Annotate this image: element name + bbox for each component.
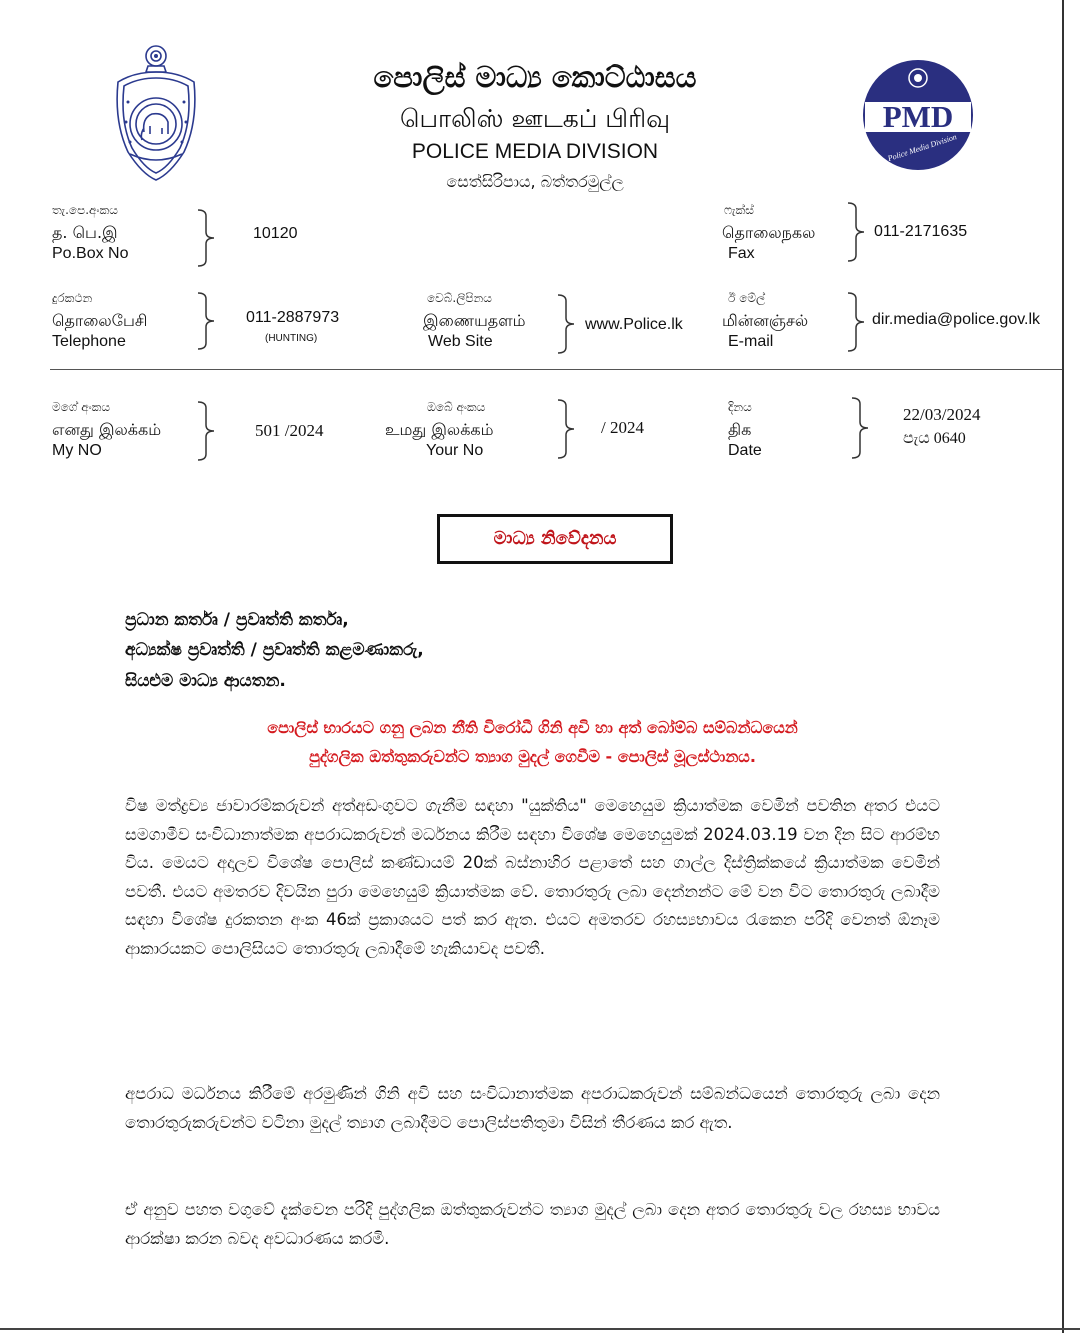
brace-icon (846, 201, 870, 263)
website-label-ta: இணையதளம் (423, 311, 526, 330)
brace-icon (556, 398, 580, 460)
title-tamil: பொலிஸ் ஊடகப் பிரிவு (399, 104, 671, 133)
telephone-value: 011-2887973 (246, 309, 340, 326)
pmd-logo-icon (861, 58, 975, 172)
fax-value: 011-2171635 (874, 223, 968, 240)
body-paragraph: විෂ මත්ද්‍රව්‍ය ජාවාරම්කරුවන් අත්අඩංගුවට ගැනීම සඳහා "යුක්තිය" මෙහෙයුම ක්‍රියාත්මක වෙමින් පවතින අතර එයට සමගාමීව සංවිධානාත්මක අපරාධකරුවන් මර්ධනය කිරීම සඳහා විශේෂ මෙහෙයුමක් 2024.03.19 වන දින සිට ආරම්භ විය. මෙයට අදාලව විශේෂ පොලිස් කණ්ඩායම් 20ක් බස්නාහිර පළාතේ සහ ගාල්ල දිස්ත්‍රික්කයේ ක්‍රියාත්මක වෙමින් පවතී. එයට අමතරව දිවයින පුරා මෙහෙයුම් ක්‍රියාත්මක වේ. තොරතුරු ලබා දෙන්නන්ට මේ වන විට තොරතුරු ලබාදීම සඳහා විශේෂ දුරකතන අංක 46ක් ප්‍රකාශයට පත් කර ඇත. එයට අමතරව රහස්‍යභාවය රැකෙන පරිදි වෙනත් ඕනෑම ආකාරයකට පොලිසියට තොරතුරු ලබාදීමේ හැකියාවද පවතී. (125, 796, 940, 958)
pmd-logo-text: PMD (882, 99, 954, 134)
pobox-value: 10120 (253, 225, 298, 242)
website-value[interactable]: www.Police.lk (585, 316, 683, 333)
page-bottom-border (0, 1328, 1080, 1330)
subject-line: පුද්ගලික ඔත්තුකරුවන්ට ත්‍යාග මුදල් ගෙවීම - පොලිස් මූලස්ථානය. (309, 747, 756, 766)
time-value: පැය 0640 (903, 430, 966, 447)
fax-label-si: ෆැක්ස් (724, 203, 754, 217)
my-no-label-en: My NO (52, 442, 102, 459)
fax-label-ta: தொலைநகல (722, 223, 816, 242)
your-no-label-ta: உமது இலக்கம் (385, 420, 494, 439)
brace-icon (196, 208, 220, 268)
my-no-value: 501 /2024 (255, 421, 324, 440)
title-english: POLICE MEDIA DIVISION (411, 140, 659, 163)
email-label-si: ඊ මේල් (728, 291, 766, 305)
addressee-line: සියළුම මාධ්‍ය ආයතන. (125, 671, 286, 691)
body-paragraph: අපරාධ මර්ධනය කිරීමේ අරමුණින් ගිනි අවි සහ සංවිධානාත්මක අපරාධකරුවන් සම්බන්ධයෙන් තොරතුරු ලබා දෙන තොරතුරුකරුවන්ට වටිනා මුදල් ත්‍යාග ලබාදීමට පොලිස්පතිතුමා විසින් තීරණය කර ඇත. (125, 1084, 940, 1132)
page-right-border (1062, 0, 1064, 1333)
my-no-label-si: මගේ අංකය (52, 400, 111, 414)
brace-icon (196, 400, 220, 462)
date-label-ta: திக (728, 420, 752, 439)
brace-icon (846, 291, 870, 353)
telephone-label-en: Telephone (52, 333, 126, 350)
date-label-si: දිනය (728, 400, 752, 414)
fax-label-en: Fax (728, 245, 755, 262)
your-no-value: / 2024 (601, 418, 644, 437)
telephone-label-si: දුරකථන (52, 291, 93, 305)
email-label-ta: மின்னஞ்சல் (722, 311, 809, 330)
my-no-label-ta: எனது இலக்கம் (52, 420, 162, 439)
email-label-en: E-mail (728, 333, 774, 350)
header-address: සෙත්සිරිපාය, බත්තරමුල්ල (446, 172, 624, 191)
email-value[interactable]: dir.media@police.gov.lk (872, 311, 1041, 328)
your-no-label-en: Your No (426, 442, 484, 459)
addressee-line: අධ්‍යක්ෂ ප්‍රවෘත්ති / ප්‍රවෘත්ති කළමණාකරු, (125, 640, 424, 660)
body-paragraph: ඒ අනුව පහත වගුවේ දැක්වෙන පරිදි පුද්ගලික ඔත්තුකරුවන්ට ත්‍යාග මුදල් ලබා දෙන අතර තොරතුරු වල රහස්‍ය භාවය ආරක්ෂා කරන බවද අවධාරණය කරමි. (125, 1200, 940, 1248)
brace-icon (556, 293, 580, 355)
media-release-title: මාධ්‍ය නිවේදනය (437, 514, 673, 564)
website-label-en: Web Site (428, 333, 493, 350)
pobox-label-si: තැ.පෙ.අංකය (52, 203, 118, 217)
date-value: 22/03/2024 (903, 405, 981, 424)
website-label-si: වෙබ්.ලිපිනය (427, 291, 492, 305)
brace-icon (850, 396, 874, 460)
telephone-label-ta: தொலைபேசி (52, 311, 148, 330)
title-sinhala: පොලිස් මාධ්‍ය කොට්ඨාසය (373, 60, 697, 94)
pmd-logo-subtext: Police Media Division (886, 132, 958, 164)
your-no-label-si: ඔබේ අංකය (427, 400, 486, 414)
telephone-note: (HUNTING) (265, 333, 318, 344)
brace-icon (196, 291, 220, 351)
pobox-label-en: Po.Box No (52, 245, 129, 262)
addressee-line: ප්‍රධාන කර්තෘ / ප්‍රවෘත්ති කර්තෘ, (125, 610, 349, 630)
pobox-label-ta: த. பெ.இ (52, 223, 118, 242)
header-separator (50, 369, 1062, 370)
date-label-en: Date (728, 442, 762, 459)
subject-line: පොලිස් භාරයට ගනු ලබන නීති විරෝධී ගිනි අවි හා අත් බෝම්බ සම්බන්ධයෙන් (267, 718, 798, 737)
police-emblem-icon (108, 42, 204, 184)
